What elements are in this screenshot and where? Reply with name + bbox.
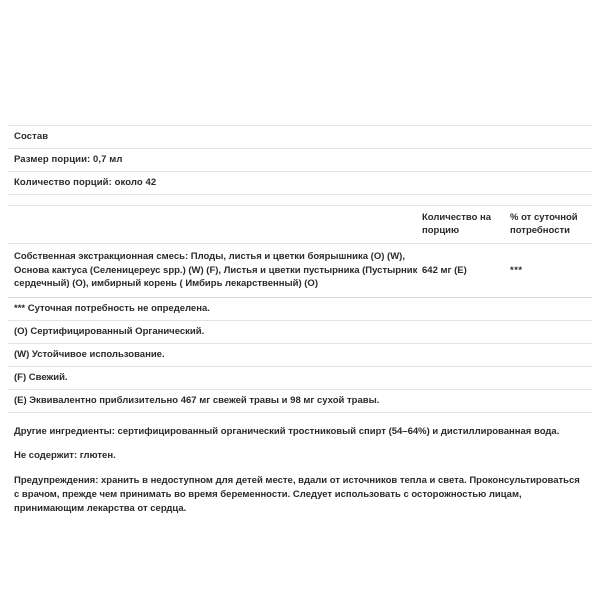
footnote-item: (W) Устойчивое использование.	[14, 348, 165, 360]
footnote-item: (F) Свежий.	[14, 371, 68, 383]
warnings-text: Предупреждения: хранить в недоступном для детей месте, вдали от источников тепла и света. Проконсультироваться с врачом, прежде чем принимать во время беременности. Следует использовать с осторожностью лицам, принимающим лекарства от сердца.	[14, 474, 580, 514]
supplement-facts-title: Состав	[14, 131, 49, 142]
supplement-facts-panel	[0, 125, 600, 522]
ingredient-name: Собственная экстракционная смесь: Плоды, листья и цветки боярышника (O) (W), Основа кактуса (Селеницереус spp.) (W) (F), Листья и цветки пустырника (Пустырник сердечный) (O), имбирный корень ( Имбирь лекарственный) (O)	[14, 251, 418, 289]
table-header-row	[0, 206, 600, 243]
table-row	[0, 244, 600, 297]
ingredient-amount: 642 мг (E)	[422, 264, 467, 276]
other-ingredients-text: Другие ингредиенты: сертифицированный органический тростниковый спирт (54–64%) и дистиллированная вода.	[14, 425, 560, 437]
footnote-item: (O) Сертифицированный Органический.	[14, 325, 205, 337]
ingredient-daily-value: ***	[510, 264, 523, 276]
footnote-item: *** Суточная потребность не определена.	[14, 302, 210, 314]
free-of-text: Не содержит: глютен.	[14, 449, 116, 461]
serving-size-row: Размер порции: 0,7 мл	[14, 154, 123, 165]
bottom-spacer	[0, 413, 600, 420]
header-cell-amount-per-serving: Количество на порцию	[422, 212, 492, 236]
servings-per-container-row: Количество порций: около 42	[14, 177, 157, 188]
section-spacer	[0, 195, 600, 205]
footnote-item: (E) Эквивалентно приблизительно 467 мг свежей травы и 98 мг сухой травы.	[14, 394, 380, 406]
header-cell-daily-value: % от суточной потребности	[510, 212, 578, 236]
